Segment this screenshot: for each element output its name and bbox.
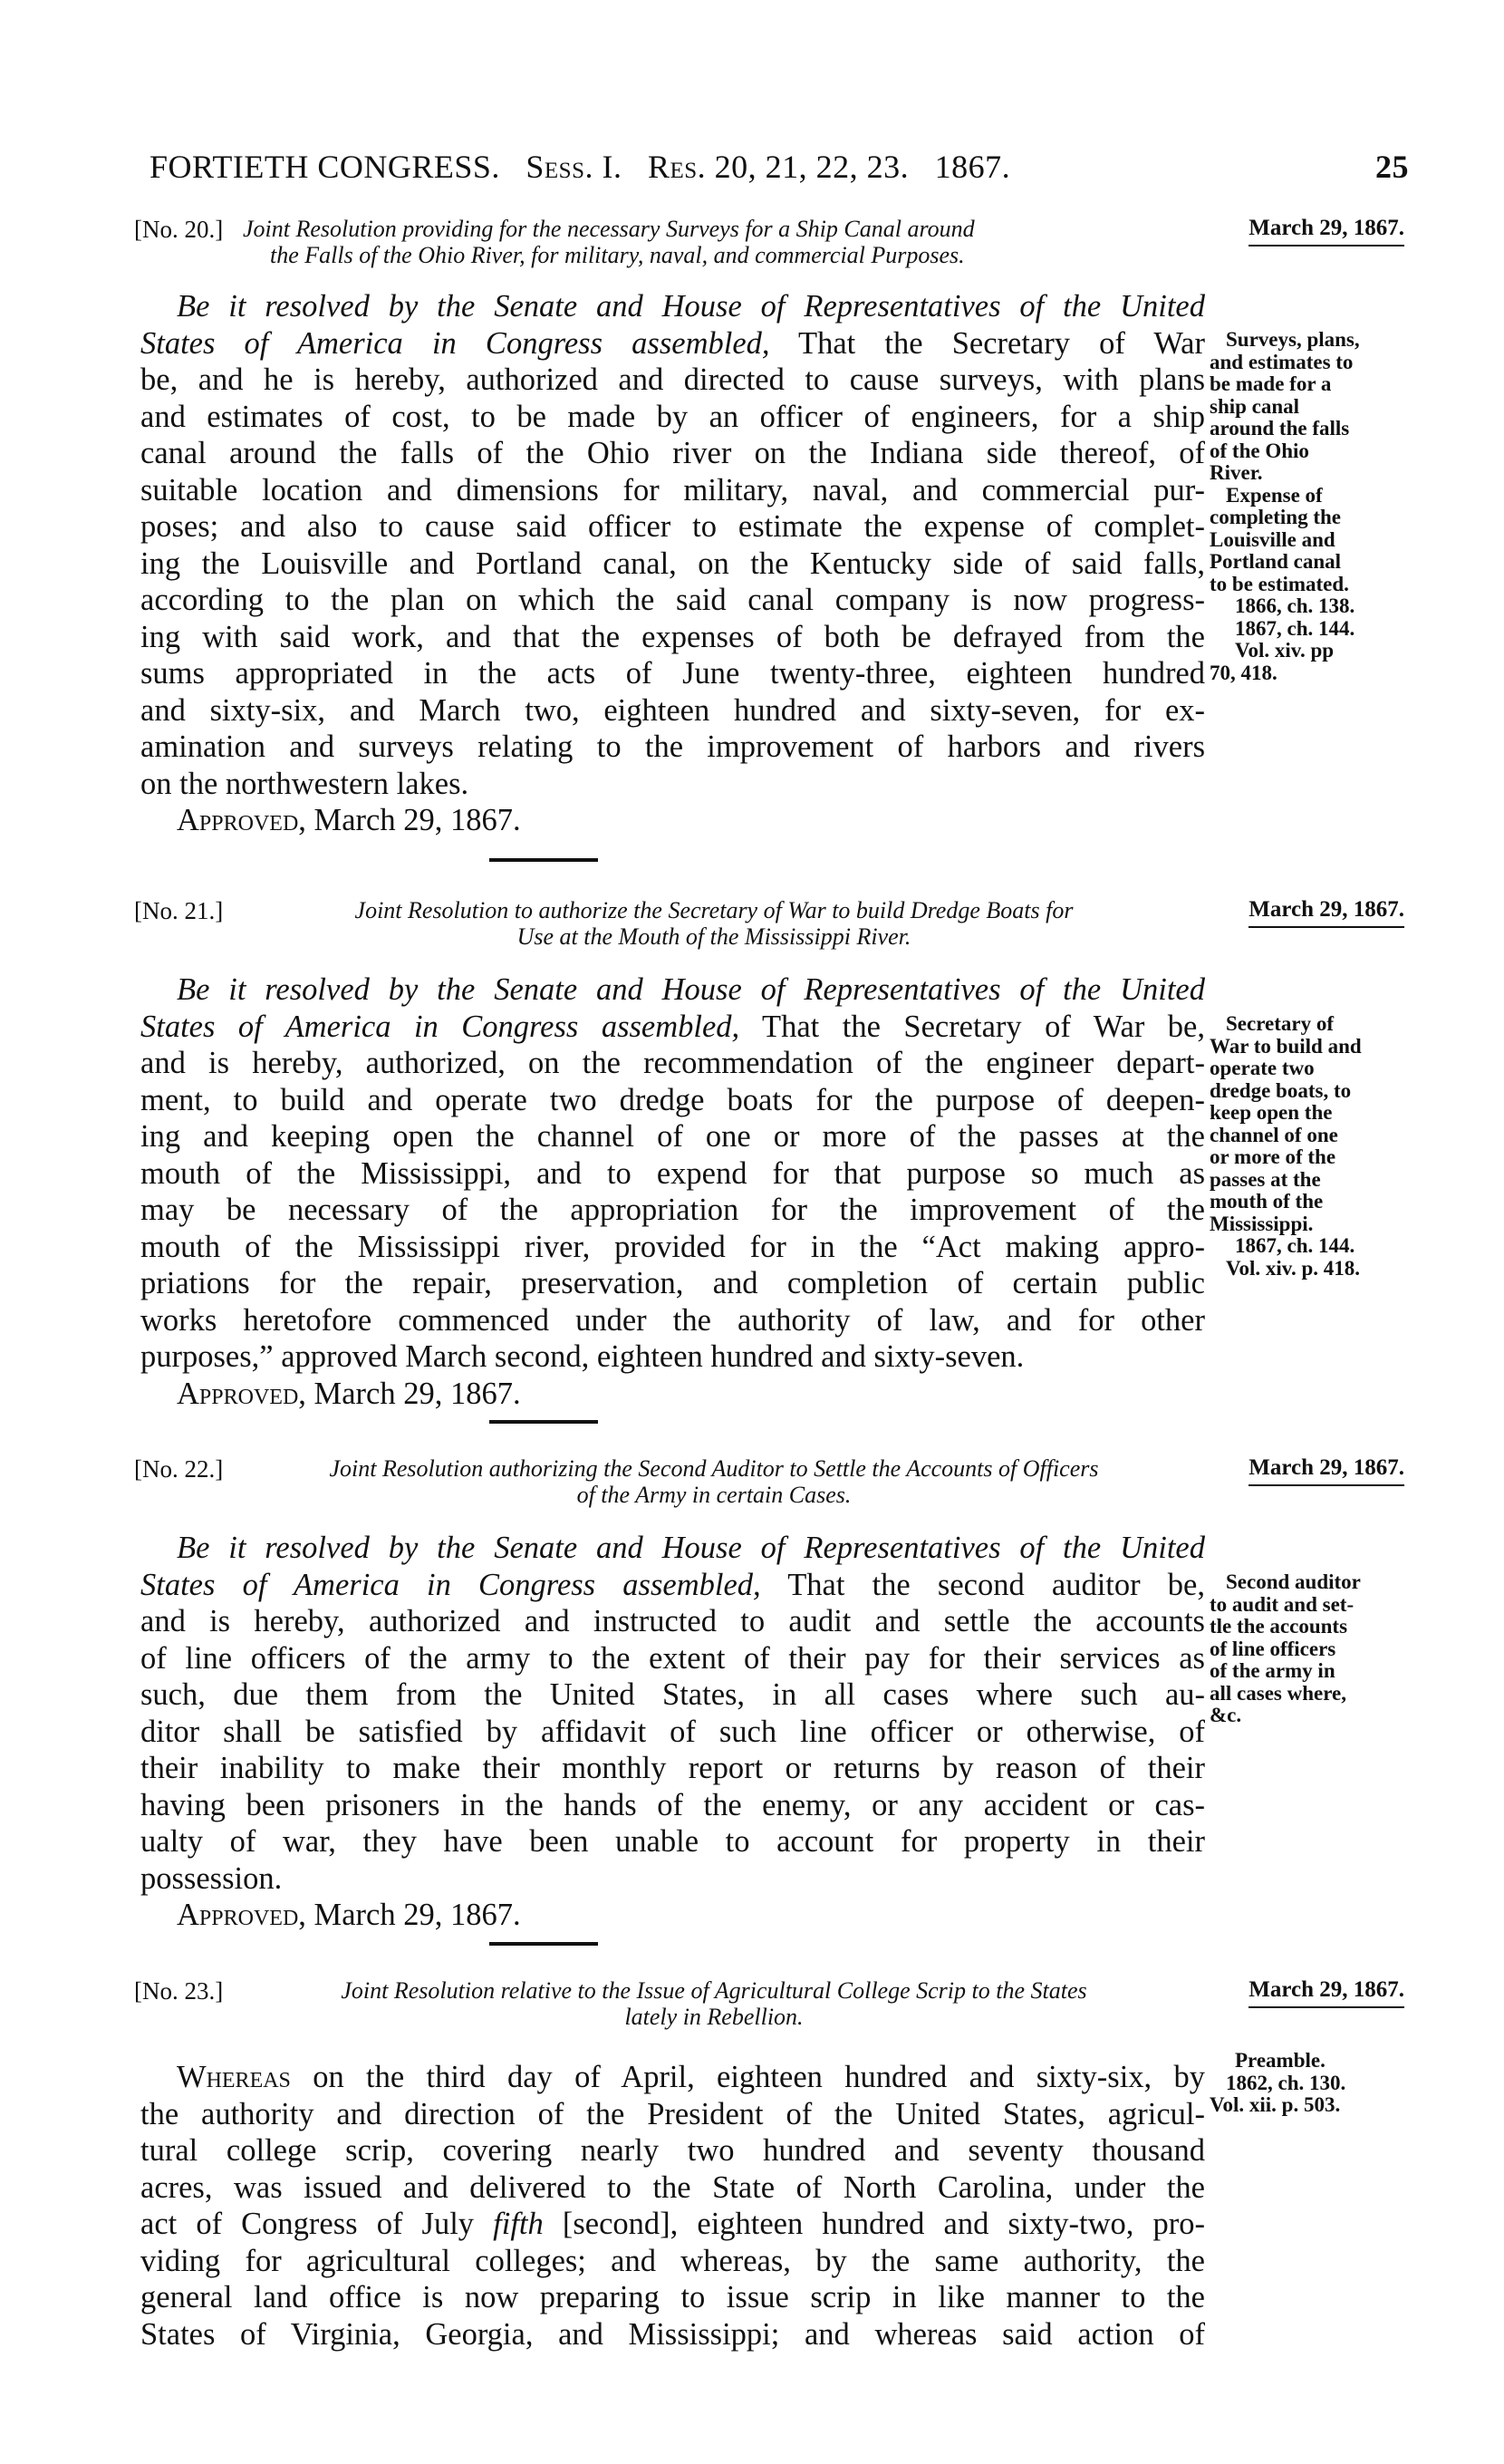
sidenote-line: Expense of (1226, 483, 1323, 507)
resolution-body (140, 288, 1205, 839)
sidenote-line: to be estimated. (1210, 572, 1349, 595)
resolution-number: [No. 21.] (134, 897, 224, 924)
caption-line: Use at the Mouth of the Mississippi River. (516, 923, 911, 950)
sidenote-line: tle the accounts (1210, 1615, 1348, 1638)
caption-line: Joint Resolution relative to the Issue of Agricultural College Scrip to the States (341, 1977, 1087, 2004)
body-line: purposes,” approved March second, eighteen hundred and sixty-seven. (140, 1339, 1025, 1374)
sidenote-line: Louisville and (1210, 527, 1335, 551)
body-text: [second], eighteen hundred and sixty-two, pro- (562, 2207, 1205, 2241)
approval-line (140, 1376, 1205, 1413)
resolution-22 (134, 1455, 1412, 1932)
sidenote-line: passes at the (1210, 1167, 1321, 1191)
body-text: That the second auditor be, (787, 1567, 1205, 1602)
body-line: tural college scrip, covering nearly two hundred and seventy thousand (140, 2133, 1205, 2168)
running-head (149, 148, 1409, 193)
sidenote-line: Vol. xii. p. 503. (1210, 2093, 1341, 2116)
whereas-word: Whereas (177, 2060, 291, 2094)
resolution-number: [No. 22.] (134, 1455, 224, 1483)
approved-label: Approved, (177, 1898, 306, 1932)
enacting-clause: Be it resolved by the Senate and House of Representatives of the United (177, 289, 1205, 324)
resolution-caption (243, 216, 1149, 268)
running-head-title (149, 148, 1010, 186)
resolutions-label: Res. 20, 21, 22, 23. (647, 149, 910, 185)
marginal-note (1210, 1571, 1409, 1727)
resolution-date: March 29, 1867. (1249, 216, 1404, 246)
approved-date: March 29, 1867. (313, 1898, 521, 1932)
body-line: and sixty-six, and March two, eighteen hundred and sixty-seven, for ex- (140, 692, 1205, 728)
approved-label: Approved, (177, 803, 306, 837)
marginal-note (1210, 329, 1409, 684)
body-line: may be necessary of the appropriation for the improvement of the (140, 1193, 1205, 1227)
body-line: of line officers of the army to the extent of their pay for their services as (140, 1640, 1205, 1676)
sidenote-line: of the army in (1210, 1659, 1335, 1682)
enacting-clause: States of America in Congress assembled, (140, 1567, 761, 1602)
enacting-clause: States of America in Congress assembled, (140, 325, 770, 361)
resolution-number: [No. 23.] (134, 1977, 224, 2005)
body-line: works heretofore commenced under the authority of law, and for other (140, 1302, 1205, 1338)
session-label: Sess. I. (525, 149, 622, 185)
approval-line (140, 1897, 1205, 1934)
enacting-clause: Be it resolved by the Senate and House of Representatives of the United (177, 972, 1205, 1007)
approved-date: March 29, 1867. (313, 803, 521, 837)
sidenote-line: ship canal (1210, 394, 1300, 418)
body-line: according to the plan on which the said canal company is now progress- (140, 583, 1205, 617)
resolution-date: March 29, 1867. (1249, 1977, 1404, 2008)
body-line: viding for agricultural colleges; and whereas, by the same authority, the (140, 2243, 1205, 2278)
section-divider (489, 1942, 598, 1946)
resolution-21 (134, 897, 1412, 1411)
body-line: ment, to build and operate two dredge boats for the purpose of deepen- (140, 1082, 1205, 1117)
body-line: priations for the repair, preservation, and completion of certain public (140, 1266, 1205, 1300)
resolution-date: March 29, 1867. (1249, 897, 1404, 928)
body-line: their inability to make their monthly report or returns by reason of their (140, 1751, 1205, 1785)
resolution-heading (134, 897, 1412, 962)
sidenote-line: Vol. xiv. p. 418. (1226, 1256, 1361, 1280)
resolution-23 (134, 1977, 1412, 2352)
body-line: ing with said work, and that the expenses of both be defrayed from the (140, 619, 1205, 654)
body-line: possession. (140, 1860, 283, 1896)
body-line: mouth of the Mississippi river, provided for in the “Act making appro- (140, 1229, 1205, 1264)
body-line: ing the Louisville and Portland canal, on the Kentucky side of said falls, (140, 546, 1205, 581)
body-line: on the northwestern lakes. (140, 766, 469, 801)
sidenote-line: Secretary of (1226, 1012, 1334, 1035)
sidenote-line: Surveys, plans, (1226, 328, 1360, 351)
body-line: ualty of war, they have been unable to account for property in their (140, 1824, 1205, 1859)
sidenote-line: &c. (1210, 1704, 1242, 1726)
body-text: on the third day of April, eighteen hundred and sixty-six, by (313, 2060, 1206, 2094)
italic-text: fifth (493, 2207, 544, 2241)
caption-line: of the Army in certain Cases. (576, 1482, 852, 1508)
approved-label: Approved, (177, 1376, 306, 1411)
congress-label: FORTIETH CONGRESS. (149, 149, 500, 185)
sidenote-line: to audit and set- (1210, 1592, 1355, 1616)
body-line: mouth of the Mississippi, and to expend for that purpose so much as (140, 1155, 1205, 1191)
body-line: States of Virginia, Georgia, and Mississippi; and whereas said action of (140, 2316, 1205, 2352)
caption-line: Joint Resolution authorizing the Second Auditor to Settle the Accounts of Officers (329, 1455, 1099, 1482)
body-line: canal around the falls of the Ohio river on the Indiana side thereof, of (140, 436, 1205, 470)
body-line: ing and keeping open the channel of one or more of the passes at the (140, 1119, 1205, 1154)
enacting-clause: Be it resolved by the Senate and House of Representatives of the United (177, 1531, 1205, 1565)
sidenote-line: Preamble. (1235, 2049, 1326, 2072)
body-line: having been prisoners in the hands of the enemy, or any accident or cas- (140, 1787, 1205, 1822)
sidenote-line: Portland canal (1210, 550, 1342, 573)
body-line: amination and surveys relating to the improvement of harbors and rivers (140, 730, 1205, 764)
resolution-number: [No. 20.] (134, 216, 224, 243)
marginal-note (1210, 2050, 1409, 2117)
resolution-heading (134, 1455, 1412, 1521)
body-line: acres, was issued and delivered to the State of North Carolina, under the (140, 2169, 1205, 2205)
body-line (140, 2059, 1205, 2096)
sidenote-line: 1862, ch. 130. (1226, 2071, 1346, 2094)
body-line: poses; and also to cause said officer to estimate the expense of complet- (140, 509, 1205, 544)
approval-line (140, 802, 1205, 839)
sidenote-line: completing the (1210, 506, 1342, 528)
sidenote-line: be made for a (1210, 372, 1332, 395)
sidenote-line: Second auditor (1226, 1570, 1361, 1593)
caption-line: Joint Resolution to authorize the Secretary of War to build Dredge Boats for (354, 897, 1074, 923)
sidenote-line: around the falls (1210, 417, 1350, 440)
sidenote-line: Vol. xiv. pp (1235, 639, 1335, 662)
approved-date: March 29, 1867. (313, 1376, 521, 1411)
sidenote-line: dredge boats, to (1210, 1078, 1352, 1102)
sidenote-line: channel of one (1210, 1123, 1338, 1146)
resolution-body (140, 2059, 1205, 2353)
year-label: 1867. (934, 149, 1011, 185)
resolution-20 (134, 216, 1412, 837)
sidenote-line: mouth of the (1210, 1190, 1324, 1213)
resolution-caption (243, 897, 1185, 950)
body-line (140, 1567, 1205, 1604)
body-line (140, 1009, 1205, 1046)
body-line: suitable location and dimensions for military, naval, and commercial pur- (140, 472, 1205, 507)
body-line: and is hereby, authorized, on the recommendation of the engineer depart- (140, 1046, 1205, 1080)
sidenote-line: of line officers (1210, 1637, 1336, 1660)
sidenote-line: operate two (1210, 1057, 1315, 1079)
body-text: That the Secretary of War be, (762, 1009, 1205, 1044)
body-line: sums appropriated in the acts of June twenty-three, eighteen hundred (140, 656, 1205, 691)
body-text: act of Congress of July (140, 2207, 475, 2241)
body-line: such, due them from the United States, in all cases where such au- (140, 1677, 1205, 1712)
sidenote-line: Mississippi. (1210, 1212, 1314, 1235)
sidenote-line: River. (1210, 461, 1263, 484)
sidenote-line: or more of the (1210, 1145, 1336, 1168)
body-line: be, and he is hereby, authorized and directed to cause surveys, with plans (140, 362, 1205, 397)
resolution-caption (243, 1455, 1185, 1508)
sidenote-line: all cases where, (1210, 1681, 1346, 1705)
sidenote-line: and estimates to (1210, 350, 1354, 373)
marginal-note (1210, 1013, 1409, 1280)
section-divider (489, 1420, 598, 1424)
body-line: the authority and direction of the President of the United States, agricul- (140, 2096, 1205, 2131)
body-line (140, 325, 1205, 362)
body-line: and estimates of cost, to be made by an officer of engineers, for a ship (140, 399, 1205, 434)
body-line (140, 2206, 1205, 2243)
body-line: and is hereby, authorized and instructed to audit and settle the accounts (140, 1604, 1205, 1638)
caption-line: the Falls of the Ohio River, for military, naval, and commercial Purposes. (270, 242, 965, 268)
body-text: That the Secretary of War (798, 325, 1205, 361)
resolution-heading (134, 1977, 1412, 2043)
sidenote-line: of the Ohio (1210, 439, 1309, 462)
resolution-body (140, 1530, 1205, 1934)
sidenote-line: War to build and (1210, 1034, 1362, 1058)
page-number: 25 (1375, 149, 1409, 185)
sidenote-line: 1866, ch. 138. (1235, 594, 1355, 617)
sidenote-line: 1867, ch. 144. (1235, 616, 1355, 640)
sidenote-line: keep open the (1210, 1101, 1333, 1124)
resolution-body (140, 971, 1205, 1412)
body-line: ditor shall be satisfied by affidavit of such line officer or otherwise, of (140, 1714, 1205, 1749)
resolution-date: March 29, 1867. (1249, 1455, 1404, 1486)
section-divider (489, 858, 598, 862)
enacting-clause: States of America in Congress assembled, (140, 1009, 740, 1044)
sidenote-line: 1867, ch. 144. (1235, 1234, 1355, 1257)
resolution-caption (243, 1977, 1185, 2030)
resolution-heading (134, 216, 1412, 281)
sidenote-line: 70, 418. (1210, 661, 1277, 684)
caption-line: lately in Rebellion. (624, 2004, 804, 2030)
body-line: general land office is now preparing to issue scrip in like manner to the (140, 2280, 1205, 2314)
caption-line: Joint Resolution providing for the necessary Surveys for a Ship Canal around (243, 216, 975, 242)
